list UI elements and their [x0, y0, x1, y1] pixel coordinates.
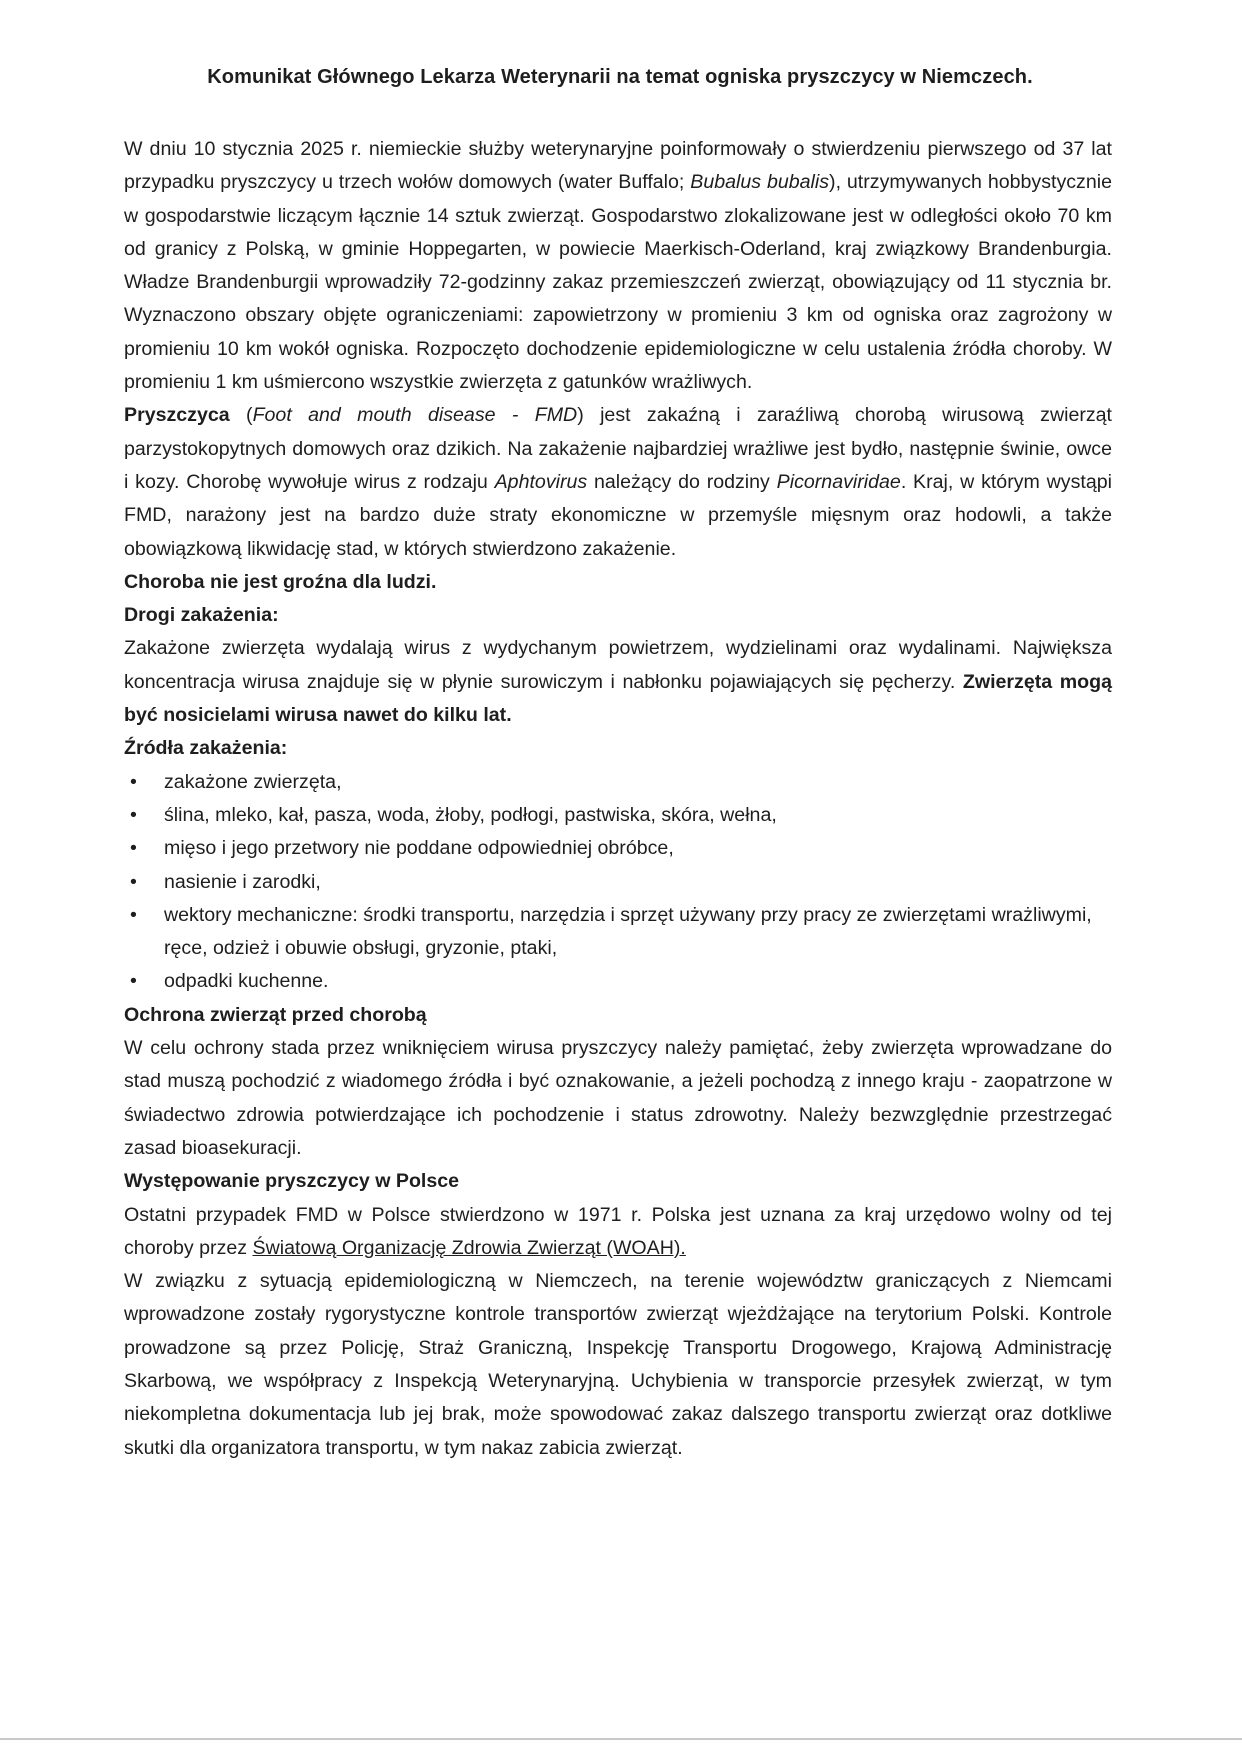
- sources-heading: Źródła zakażenia:: [124, 737, 288, 760]
- routes-text: Zakażone zwierzęta wydalają wirus z wydychanym powietrzem, wydzielinami oraz wydalinami. Największa koncentracja wirusa znajduje się w płynie surowiczym i nabłonku pojawiających się pęcherzy.: [124, 637, 1112, 693]
- list-item: [124, 766, 1112, 799]
- list-item: [124, 799, 1112, 832]
- bullet-icon: •: [130, 837, 137, 860]
- definition-text-3: . Kraj, w którym wystąpi FMD, narażony jest na bardzo duże straty ekonomiczne w przemyśle mięsnym oraz hodowli, a także obowiązkową likwidację stad, w których stwierdzono zakażenie.: [124, 470, 1112, 560]
- protection-paragraph: W celu ochrony stada przez wniknięciem wirusa pryszczycy należy pamiętać, żeby zwierzęta wprowadzane do stad muszą pochodzić z wiadomego źródła i być oznakowanie, a jeżeli pochodzą z innego kraju - zaopatrzone w świadectwo zdrowia potwierdzające ich pochodzenie i status zdrowotny. Należy bezwzględnie przestrzegać zasad bioasekuracji.: [124, 1037, 1112, 1159]
- definition-family: Picornaviridae: [776, 470, 901, 493]
- bullet-icon: •: [130, 803, 137, 826]
- protection-heading: Ochrona zwierząt przed chorobą: [124, 1003, 427, 1026]
- definition-paren: (: [229, 404, 253, 427]
- routes-paragraph: [124, 632, 1112, 732]
- not-dangerous-statement: Choroba nie jest groźna dla ludzi.: [124, 570, 437, 593]
- list-item: [124, 832, 1112, 865]
- document-title: Komunikat Głównego Lekarza Weterynarii na temat ogniska pryszczycy w Niemczech.: [207, 66, 1033, 88]
- list-item: [124, 866, 1112, 899]
- poland-heading: Występowanie pryszczycy w Polsce: [124, 1170, 460, 1193]
- intro-text-1: W dniu 10 stycznia 2025 r. niemieckie służby weterynaryjne poinformowały o stwierdzeniu pierwszego od 37 lat przypadku pryszczycy u trzech wołów domowych (water Buffalo;: [124, 138, 1112, 194]
- list-item-text: mięso i jego przetwory nie poddane odpowiedniej obróbce,: [164, 837, 674, 860]
- poland-paragraph-1: [124, 1199, 1112, 1266]
- scan-edge-divider: [0, 1738, 1242, 1740]
- list-item-text: ślina, mleko, kał, pasza, woda, żłoby, podłogi, pastwiska, skóra, wełna,: [164, 803, 777, 826]
- poland-paragraph-2: W związku z sytuacją epidemiologiczną w Niemczech, na terenie województw graniczących z Niemcami wprowadzone zostały rygorystyczne kontrole transportów zwierząt wjeżdżające na terytorium Polski. Kontrole prowadzone są przez Policję, Straż Graniczną, Inspekcję Transportu Drogowego, Krajową Administrację Skarbową, we współpracy z Inspekcją Weterynaryjną. Uchybienia w transporcie przesyłek zwierząt, w tym niekompletna dokumentacja lub jej brak, może spowodować zakaz dalszego transportu zwierząt oraz dotkliwe skutki dla organizatora transportu, w tym nakaz zabicia zwierząt.: [124, 1270, 1112, 1459]
- sources-list: [124, 766, 1112, 999]
- routes-bold-text: Zwierzęta mogą być nosicielami wirusa nawet do kilku lat.: [124, 670, 1112, 727]
- poland-text-1: Ostatni przypadek FMD w Polsce stwierdzono w 1971 r. Polska jest uznana za kraj urzędowo wolny od tej choroby przez: [124, 1203, 1112, 1259]
- definition-text-2: należący do rodziny: [587, 470, 777, 493]
- list-item: [124, 899, 1112, 966]
- intro-latin-name: Bubalus bubalis: [690, 171, 830, 194]
- bullet-icon: •: [130, 770, 137, 793]
- list-item-text: zakażone zwierzęta,: [164, 770, 342, 793]
- definition-english: Foot and mouth disease - FMD: [252, 404, 578, 427]
- intro-paragraph: [124, 133, 1112, 399]
- document-body: [124, 133, 1112, 1465]
- list-item-text: wektory mechaniczne: środki transportu, narzędzia i sprzęt używany przy pracy ze zwierzętami wrażliwymi, ręce, odzież i obuwie obsługi, gryzonie, ptaki,: [164, 903, 1092, 960]
- woah-link[interactable]: Światową Organizację Zdrowia Zwierząt (WOAH).: [252, 1236, 686, 1259]
- definition-paragraph: [124, 399, 1112, 565]
- list-item-text: nasienie i zarodki,: [164, 870, 321, 893]
- bullet-icon: •: [130, 903, 137, 926]
- list-item: [124, 965, 1112, 998]
- definition-term: Pryszczyca: [124, 404, 230, 427]
- definition-genus: Aphtovirus: [494, 470, 588, 493]
- list-item-text: odpadki kuchenne.: [164, 970, 329, 993]
- intro-text-2: ), utrzymywanych hobbystycznie w gospodarstwie liczącym łącznie 14 sztuk zwierząt. Gospodarstwo zlokalizowane jest w odległości około 70 km od granicy z Polską, w gminie Hoppegarten, w powiecie Maerkisch-Oderland, kraj związkowy Brandenburgia. Władze Brandenburgii wprowadziły 72-godzinny zakaz przemieszczeń zwierząt, obowiązujący od 11 stycznia br. Wyznaczono obszary objęte ograniczeniami: zapowietrzony w promieniu 3 km od ogniska oraz zagrożony w promieniu 10 km wokół ogniska. Rozpoczęto dochodzenie epidemiologiczne w celu ustalenia źródła choroby. W promieniu 1 km uśmiercono wszystkie zwierzęta z gatunków wrażliwych.: [124, 171, 1112, 394]
- routes-heading: Drogi zakażenia:: [124, 604, 279, 627]
- bullet-icon: •: [130, 970, 137, 993]
- definition-text-1: ) jest zakaźną i zaraźliwą chorobą wirusową zwierząt parzystokopytnych domowych oraz dzikich. Na zakażenie najbardziej wrażliwe jest bydło, następnie świnie, owce i kozy. Chorobę wywołuje wirus z rodzaju: [124, 404, 1113, 493]
- bullet-icon: •: [130, 870, 137, 893]
